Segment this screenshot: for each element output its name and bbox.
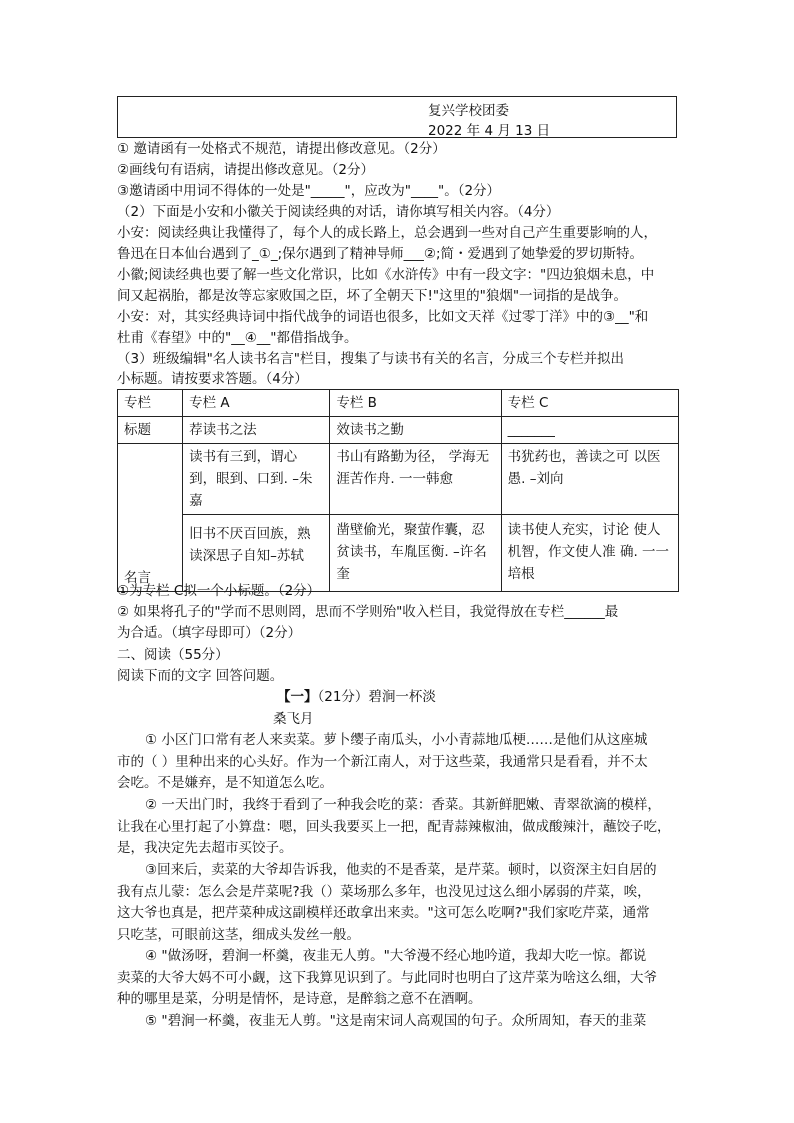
article-line: 这大爷也真是，把芹菜种成这副模样还敢拿出来卖。"这可怎么吃啊?"我们家吃芹菜，通常 [117,905,650,921]
reading-quotes-table [117,389,679,592]
table-cell: 专栏 B [330,390,501,417]
article-author: 桑飞月 [273,711,314,727]
table-header-row [118,390,679,417]
article-line: ① 小区门口常有老人来卖菜。萝卜缨子南瓜头，小小青蒜地瓜梗……是他们从这座城 [145,732,648,748]
table-cell: 读书有三到，谓心到，眼到、口到. –朱嘉 [183,444,330,515]
table-row [118,515,679,592]
article-line: 只吃茎，可眼前这茎，细成头发丝一般。 [117,927,360,943]
table-cell: 凿壁偷光，聚萤作囊，忍贫读书，车胤匡衡. –许名奎 [330,515,501,592]
table-cell: 读书使人充实，讨论 使人机智，作文使人准 确. 一一培根 [501,515,678,592]
dialogue-line: 鲁迅在日本仙台遇到了_①_;保尔遇到了精神导师___②;简・爱遇到了她挚爱的罗切斯特。 [117,246,644,262]
article-line: 市的（ ）里种出来的心头好。作为一个新江南人，对于这些菜，我通常只是看看，并不太 [117,754,648,770]
question-line: ②画线句有语病，请提出修改意见。（2分） [117,162,374,178]
letter-signature-box [117,96,677,138]
table-cell: 标题 [118,417,183,444]
table-cell: _______ [501,417,678,444]
question-line: ①为专栏 C拟一个小标题。（2分） [117,583,321,599]
question-line: ③邀请函中用词不得体的一处是"_____"，应改为"____"。（2分） [117,183,501,199]
table-title-row [118,417,679,444]
article-line: ⑤ "碧涧一杯羹，夜韭无人剪。"这是南宋词人高观国的句子。众所周知，春天的韭菜 [145,1013,647,1029]
table-cell: 旧书不厌百回族，熟读深思子自知–苏轼 [183,515,330,592]
letter-org: 复兴学校团委 [428,103,509,119]
article-line: 是，我决定先去超市买饺子。 [117,840,293,856]
question-line: 小标题。请按要求答题。（4分） [117,371,308,387]
dialogue-line: 小安：对，其实经典诗词中指代战争的词语也很多，比如文天祥《过零丁洋》中的③__"和 [117,309,649,325]
table-cell: 专栏 [118,390,183,417]
article-title-prefix: 【一】 [277,689,318,705]
dialogue-line: 小徽;阅读经典也要了解一些文化常识，比如《水浒传》中有一段文字："四边狼烟未息，中 [117,267,655,283]
article-line: 我有点儿蒙：怎么会是芹菜呢?我（）菜场那么多年，也没见过这么细小孱弱的芹菜，唉， [117,884,651,900]
article-line: ③回来后，卖菜的大爷却告诉我，他卖的不是香菜，是芹菜。顿时，以资深主妇自居的 [145,862,657,878]
article-line: 会吃。不是嫌弃，是不知道怎么吃。 [117,775,333,791]
table-cell-label: 名言 [118,444,183,592]
table-cell: 书山有路勤为径， 学海无涯苦作舟. 一一韩愈 [330,444,501,515]
question-line: （2）下面是小安和小徽关于阅读经典的对话，请你填写相关内容。（4分） [117,204,560,220]
dialogue-line: 间又起祸胎，都是汝等忘家败国之臣，坏了全朝天下!"这里的"狼烟"一词指的是战争。 [117,288,628,304]
article-line: ④ "做汤呀，碧涧一杯羹，夜韭无人剪。"大爷漫不经心地吟道，我却大吃一惊。都说 [145,948,647,964]
instruction-line: 阅读下而的文字 回答问题。 [117,668,284,684]
section-heading: 二、阅读（55分） [117,647,229,663]
table-row [118,444,679,515]
dialogue-line: 小安：阅读经典让我懂得了，每个人的成长路上，总会遇到一些对自己产生重要影响的人， [117,225,657,241]
question-line: （3）班级编辑"名人读书名言"栏目，搜集了与读书有关的名言，分成三个专栏并拟出 [117,351,625,367]
article-title-rest: （21分）碧涧一杯淡 [317,689,436,705]
article-line: 种的哪里是菜，分明是情怀，是诗意，是醉翁之意不在酒啊。 [117,991,482,1007]
table-cell: 荐读书之法 [183,417,330,444]
article-title [277,687,436,707]
question-line: ② 如果将孔子的"学而不思则罔，思而不学则殆"收入栏目，我觉得放在专栏______最 [117,604,619,620]
table-cell: 专栏 A [183,390,330,417]
article-line: 让我在心里打起了小算盘：嗯，回头我要买上一把，配青蒜辣椒油，做成酸辣汁，蘸饺子吃， [117,819,671,835]
table-cell: 效读书之勤 [330,417,501,444]
question-line: 为合适。（填字母即可）（2分） [117,625,302,641]
letter-date: 2022 年 4 月 13 日 [428,123,551,139]
table-cell: 专栏 C [501,390,678,417]
question-line: ① 邀请函有一处格式不规范，请提出修改意见。（2分） [117,141,446,157]
table-cell: 书犹药也，善读之可 以医愚. –刘向 [501,444,678,515]
article-line: ② 一天出门时，我终于看到了一种我会吃的菜：香菜。其新鲜肥嫩、青翠欲滴的模样， [145,797,661,813]
article-line: 卖菜的大爷大妈不可小觑，这下我算见识到了。与此同时也明白了这芹菜为啥这么细，大爷 [117,970,657,986]
dialogue-line: 杜甫《春望》中的"__④__"都借指战争。 [117,330,358,346]
